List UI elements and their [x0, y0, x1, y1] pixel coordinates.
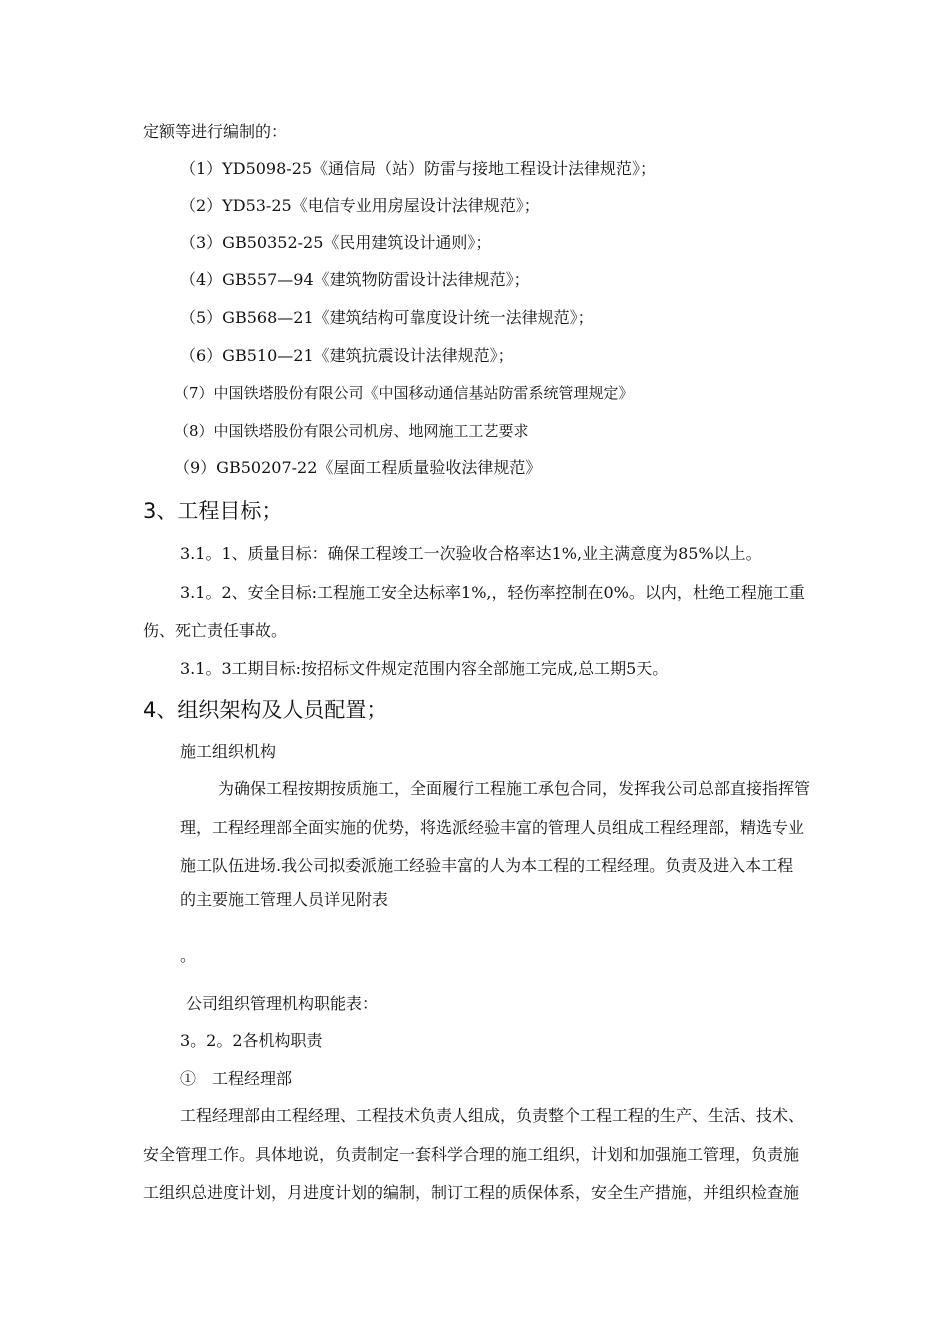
- standard-item-8: （8）中国铁塔股份有限公司机房、地网施工工艺要求: [174, 422, 529, 440]
- section-4-heading: 4、组织架构及人员配置；: [143, 698, 388, 722]
- safety-target-line-2: 伤、死亡责任事故。: [143, 621, 288, 640]
- standard-item-2: （2）YD53-25《电信专业用房屋设计法律规范》；: [180, 196, 540, 215]
- schedule-target: 3.1。3工期目标:按招标文件规定范围内容全部施工完成,总工期5天。: [180, 659, 669, 678]
- org-para-line-4: 的主要施工管理人员详见附表: [180, 890, 389, 909]
- org-title: 施工组织机构: [180, 742, 277, 761]
- standard-item-3: （3）GB50352-25《民用建筑设计通则》；: [180, 233, 492, 252]
- dept-para-line-3: 工组织总进度计划，月进度计划的编制，制订工程的质保体系，安全生产措施，并组织检查施: [143, 1183, 800, 1202]
- stray-period: 。: [180, 946, 197, 965]
- dept-para-line-2: 安全管理工作。具体地说，负责制定一套科学合理的施工组织，计划和加强施工管理，负责施: [143, 1145, 800, 1164]
- standard-item-5: （5）GB568—21《建筑结构可靠度设计统一法律规范》；: [180, 308, 594, 327]
- standard-item-7: （7）中国铁塔股份有限公司《中国移动通信基站防雷系统管理规定》: [174, 384, 634, 402]
- org-para-line-3: 施工队伍进场.我公司拟委派施工经验丰富的人为本工程的工程经理。负责及进入本工程: [180, 856, 794, 875]
- quality-target: 3.1。1、质量目标：确保工程竣工一次验收合格率达1%,业主满意度为85%以上。: [180, 544, 762, 563]
- dept-title: ① 工程经理部: [180, 1069, 293, 1088]
- table-caption: 公司组织管理机构职能表：: [186, 994, 379, 1013]
- org-para-line-2: 理，工程经理部全面实施的优势，将选派经验丰富的管理人员组成工程经理部，精选专业: [180, 818, 805, 837]
- org-para-line-1: 为确保工程按期按质施工，全面履行工程施工承包合同，发挥我公司总部直接指挥管: [218, 779, 811, 798]
- standard-item-4: （4）GB557—94《建筑物防雷设计法律规范》；: [180, 270, 530, 289]
- duties-title: 3。2。2各机构职责: [180, 1031, 323, 1050]
- safety-target-line-1: 3.1。2、安全目标:工程施工安全达标率1%,，轻伤率控制在0%。以内，杜绝工程施工重: [180, 583, 805, 602]
- intro-line: 定额等进行编制的：: [143, 122, 288, 141]
- section-3-heading: 3、工程目标；: [143, 499, 283, 523]
- dept-para-line-1: 工程经理部由工程经理、工程技术负责人组成，负责整个工程工程的生产、生活、技术、: [180, 1106, 805, 1125]
- standard-item-9: （9）GB50207-22《屋面工程质量验收法律规范》: [174, 458, 542, 477]
- standard-item-6: （6）GB510—21《建筑抗震设计法律规范》；: [180, 346, 514, 365]
- standard-item-1: （1）YD5098-25《通信局（站）防雷与接地工程设计法律规范》；: [180, 159, 657, 178]
